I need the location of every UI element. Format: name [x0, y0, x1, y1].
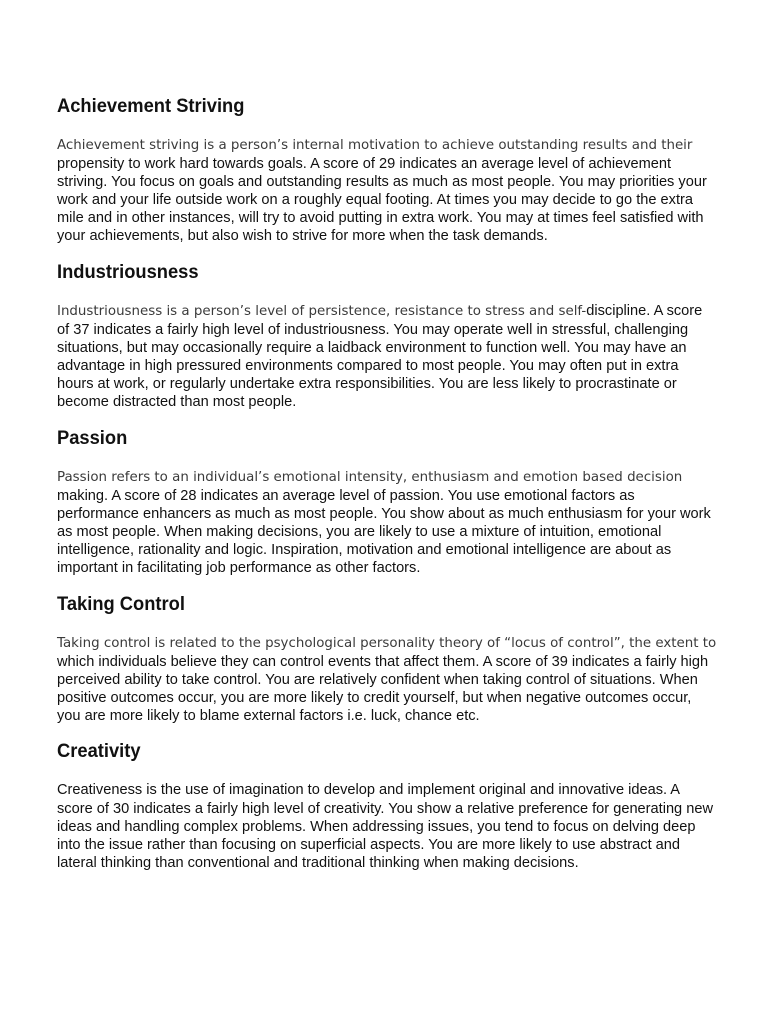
section-taking-control — [57, 593, 717, 725]
paragraph-lead: Taking control is related to the psychological personality theory of “locus of control”, the extent to — [57, 636, 717, 651]
section-heading: Passion — [57, 427, 128, 449]
section-industriousness — [57, 261, 717, 411]
section-heading: Industriousness — [57, 261, 199, 283]
section-heading: Creativity — [57, 740, 141, 762]
paragraph-lead: Achievement striving is a person’s internal motivation to achieve outstanding results and their — [57, 138, 693, 153]
paragraph-body: making. A score of 28 indicates an average level of passion. You use emotional factors as performance enhancers as much as most people. You show about as much enthusiasm for your work as most people. When making decisions, you are likely to use a mixture of intuition, emotional intelligence, rationality and logic. Inspiration, motivation and emotional intelligence are about as important in facilitating job performance as other factors. — [57, 488, 711, 576]
paragraph-lead: Industriousness is a person’s level of persistence, resistance to stress and self- — [57, 304, 587, 319]
section-paragraph — [57, 468, 717, 577]
section-paragraph — [57, 302, 717, 411]
section-passion — [57, 427, 717, 577]
section-heading: Taking Control — [57, 593, 185, 615]
section-achievement-striving — [57, 95, 717, 245]
section-paragraph — [57, 136, 717, 245]
section-paragraph — [57, 781, 717, 872]
paragraph-lead: Passion refers to an individual’s emotional intensity, enthusiasm and emotion based decision — [57, 470, 683, 485]
section-heading: Achievement Striving — [57, 95, 245, 117]
paragraph-body: Creativeness is the use of imagination to develop and implement original and innovative ideas. A score of 30 indicates a fairly high level of creativity. You show a relative preference for generating new ideas and handling complex problems. When addressing issues, you tend to focus on delving deep into the issue rather than focusing on superficial aspects. You are more likely to use abstract and lateral thinking than conventional and traditional thinking when making decisions. — [57, 782, 714, 871]
section-creativity — [57, 740, 717, 872]
paragraph-body: which individuals believe they can control events that affect them. A score of 39 indicates a fairly high perceived ability to take control. You are relatively confident when taking control of situations. When positive outcomes occur, you are more likely to credit yourself, but when negative outcomes occur, you are more likely to blame external factors i.e. luck, chance etc. — [57, 654, 709, 724]
section-paragraph — [57, 634, 717, 725]
paragraph-body: discipline. A score of 37 indicates a fairly high level of industriousness. You may operate well in stressful, challenging situations, but may occasionally require a laidback environment to function well. You may have an advantage in high pressured environments compared to most people. You may often put in extra hours at work, or regularly undertake extra responsibilities. You are less likely to procrastinate or become distracted than most people. — [57, 303, 703, 410]
paragraph-body: propensity to work hard towards goals. A score of 29 indicates an average level of achievement striving. You focus on goals and outstanding results as much as most people. You may priorities your work and your life outside work on a roughly equal footing. At times you may decide to go the extra mile and in other instances, will try to avoid putting in extra work. You may at times feel satisfied with your achievements, but also wish to strive for more when the task demands. — [57, 156, 707, 244]
